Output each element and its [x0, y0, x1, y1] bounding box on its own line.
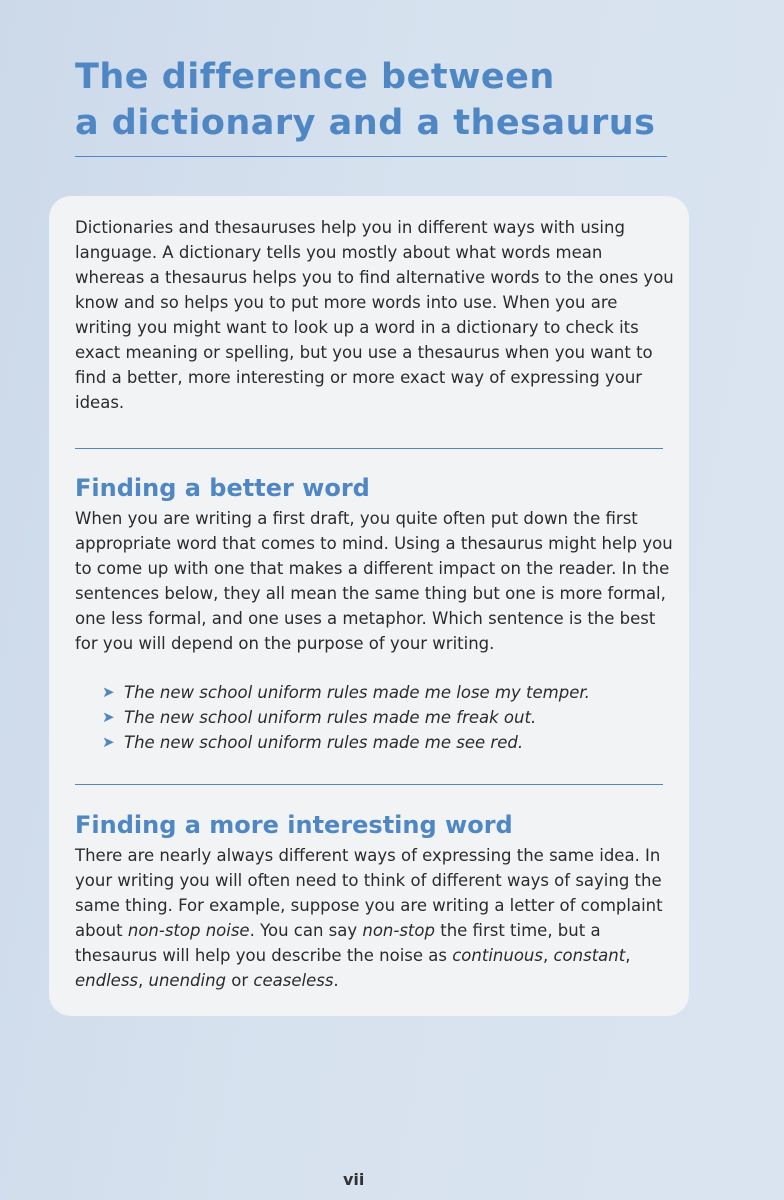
example-list	[102, 680, 662, 755]
arrow-bullet-icon: ➤	[102, 683, 115, 701]
body-text: .	[333, 971, 339, 990]
body-text: the first time, but a thesaurus will help you describe the noise as	[75, 921, 601, 965]
body-text: ,	[138, 971, 149, 990]
example-text: The new school uniform rules made me see red.	[124, 733, 524, 752]
section-body-interesting-word	[75, 843, 675, 993]
example-item	[102, 705, 662, 730]
italic-term: non-stop	[362, 921, 435, 940]
page-number: vii	[343, 1170, 365, 1189]
italic-term: ceaseless	[253, 971, 334, 990]
italic-term: unending	[148, 971, 227, 990]
body-text: . You can say	[249, 921, 363, 940]
body-text: ,	[625, 946, 631, 965]
section-heading-better-word: Finding a better word	[75, 474, 370, 502]
section-body-better-word: When you are writing a first draft, you quite often put down the first appropriate word that comes to mind. Using a thesaurus might help you to come up with one that makes a different impact on the reader. In the sentences below, they all mean the same thing but one is more formal, one less formal, and one uses a metaphor. Which sentence is the best for you will depend on the purpose of your writing.	[75, 509, 673, 653]
body-text: There are nearly always different ways of expressing the same idea. In your writing you will often need to think of different ways of saying the same thing. For example, suppose you are writing a letter of complaint about	[75, 846, 663, 940]
section-heading-interesting-word: Finding a more interesting word	[75, 811, 513, 839]
body-text: or	[226, 971, 254, 990]
arrow-bullet-icon: ➤	[102, 733, 115, 751]
section-divider-2	[75, 784, 663, 785]
example-item	[102, 730, 662, 755]
title-divider	[75, 156, 667, 157]
page-title	[75, 54, 675, 146]
arrow-bullet-icon: ➤	[102, 708, 115, 726]
title-line-2: a dictionary and a thesaurus	[75, 103, 656, 143]
intro-paragraph: Dictionaries and thesauruses help you in different ways with using language. A dictionary tells you mostly about what words mean whereas a thesaurus helps you to find alternative words to the ones you know and so helps you to put more words into use. When you are writing you might want to look up a word in a dictionary to check its exact meaning or spelling, but you use a thesaurus when you want to find a better, more interesting or more exact way of expressing your ideas.	[75, 218, 674, 412]
italic-term: constant	[553, 946, 626, 965]
title-line-1: The difference between	[75, 57, 555, 97]
body-text: ,	[542, 946, 554, 965]
section-divider-1	[75, 448, 663, 449]
example-text: The new school uniform rules made me freak out.	[124, 708, 537, 727]
italic-term: continuous	[452, 946, 543, 965]
italic-term: endless	[75, 971, 139, 990]
italic-term: non-stop noise	[127, 921, 250, 940]
example-item	[102, 680, 662, 705]
example-text: The new school uniform rules made me lose my temper.	[124, 683, 590, 702]
